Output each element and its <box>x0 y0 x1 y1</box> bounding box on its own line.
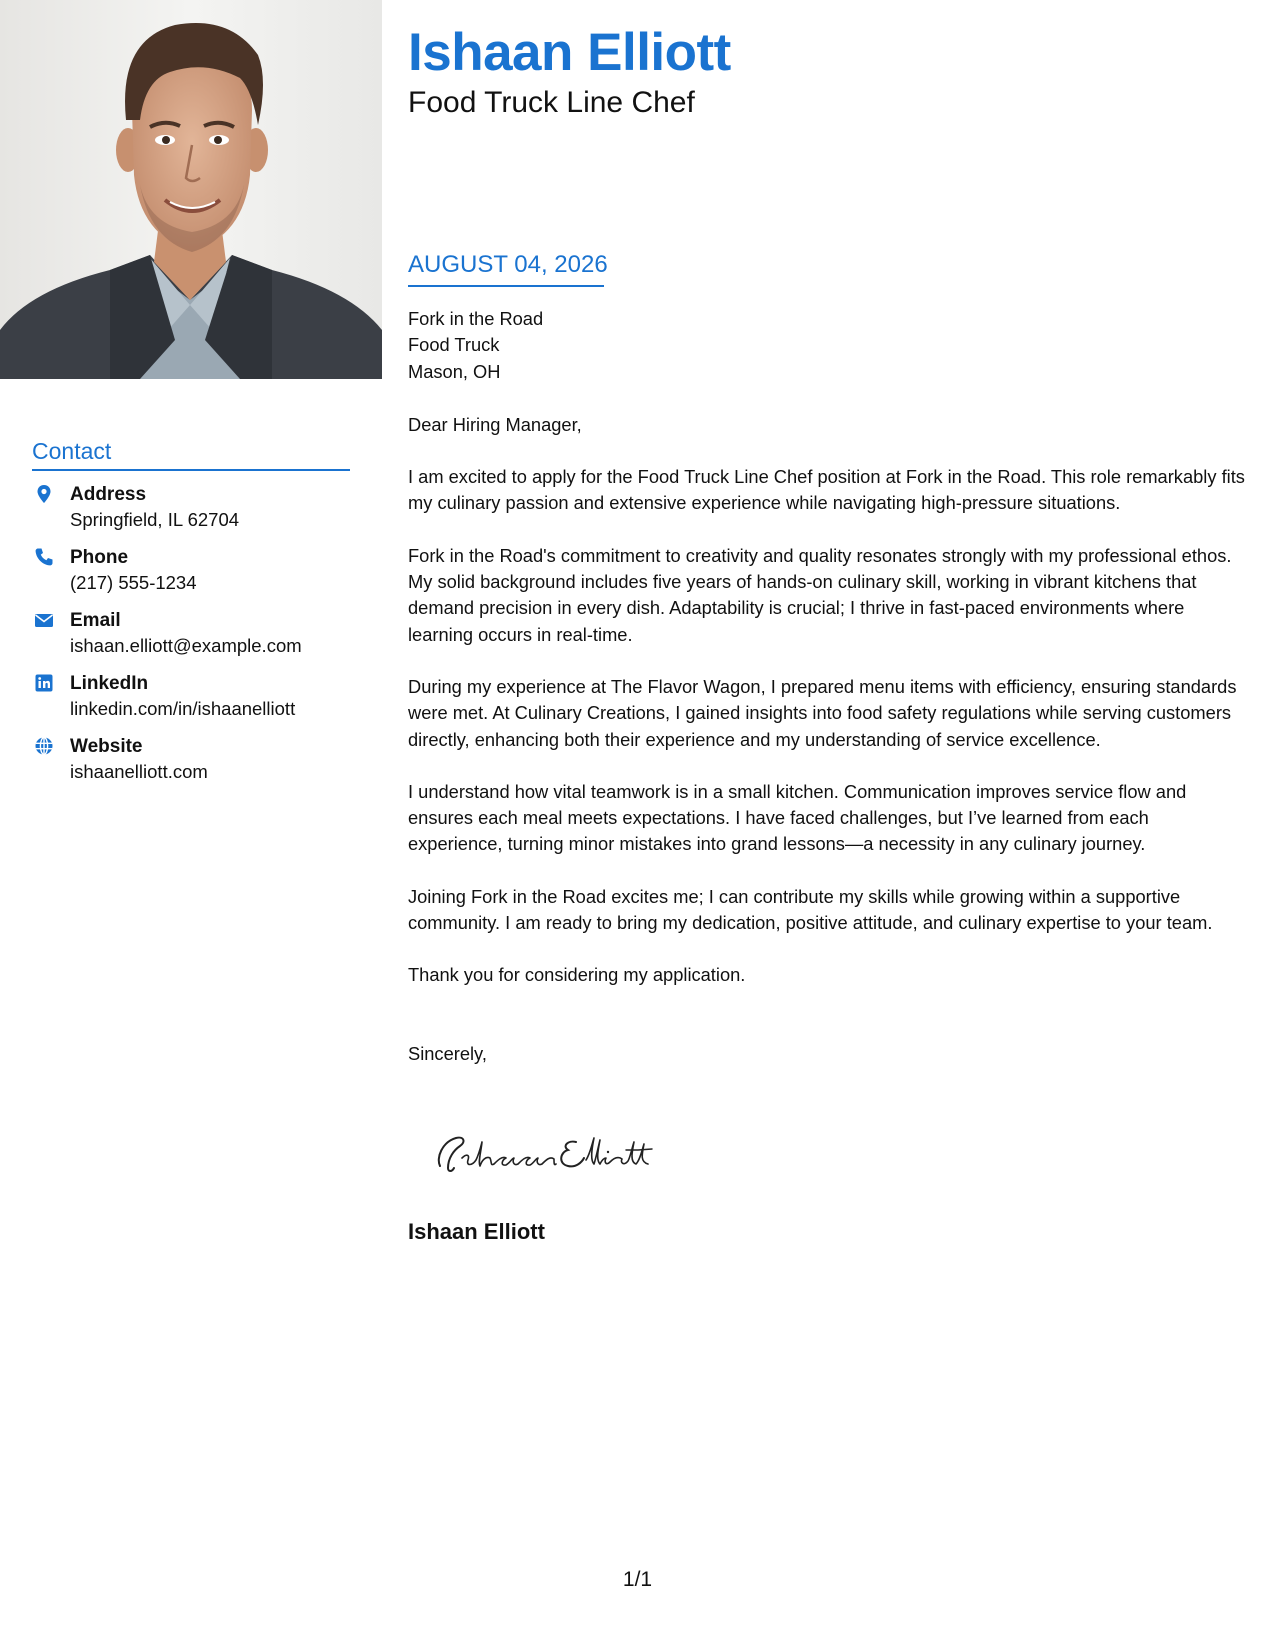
contact-item-linkedin <box>32 672 362 735</box>
globe-icon <box>34 736 54 756</box>
contact-value[interactable]: ishaan.elliott@example.com <box>70 635 302 656</box>
recipient-line: Food Truck <box>408 334 500 356</box>
signer-name: Ishaan Elliott <box>408 1219 545 1244</box>
contact-item-phone <box>32 546 362 609</box>
contact-label: LinkedIn <box>70 673 149 694</box>
contact-value: (217) 555-1234 <box>70 572 197 593</box>
applicant-title: Food Truck Line Chef <box>408 86 695 119</box>
salutation: Dear Hiring Manager, <box>408 413 582 435</box>
letter-paragraph: I am excited to apply for the Food Truck Line Chef position at Fork in the Road. This role remarkably fits my culinary passion and extensive experience while navigating high-pressure situations. <box>408 466 1245 514</box>
letter-paragraph: I understand how vital teamwork is in a small kitchen. Communication improves service flow and ensures each meal meets expectations. I have faced challenges, but I’ve learned from each experience, turning minor mistakes into grand lessons—a necessity in any culinary journey. <box>408 780 1187 855</box>
closing: Sincerely, <box>408 1042 487 1064</box>
letter-paragraph: During my experience at The Flavor Wagon, I prepared menu items with efficiency, ensuring standards were met. At Culinary Creations, I gained insights into food safety regulations while serving customers directly, enhancing both their experience and my understanding of service excellence. <box>408 675 1237 750</box>
contact-label: Phone <box>70 547 129 568</box>
contact-divider <box>32 469 350 471</box>
contact-value[interactable]: ishaanelliott.com <box>70 761 208 782</box>
letter-paragraph: Fork in the Road's commitment to creativity and quality resonates strongly with my professional ethos. My solid background includes five years of hands-on culinary skill, working in vibrant kitchens that demand precision in every dish. Adaptability is crucial; I thrive in fast-paced environments where learning occurs in real-time. <box>408 544 1232 645</box>
contact-label: Address <box>70 484 147 505</box>
portrait-illustration <box>0 0 382 379</box>
contact-item-website <box>32 735 362 798</box>
contact-value: Springfield, IL 62704 <box>70 509 240 530</box>
recipient-block <box>408 306 1248 385</box>
contact-value[interactable]: linkedin.com/in/ishaanelliott <box>70 698 296 719</box>
letter-date: AUGUST 04, 2026 <box>408 251 608 278</box>
phone-icon <box>34 547 54 567</box>
contact-label: Email <box>70 610 121 631</box>
handwritten-signature <box>426 1128 666 1178</box>
recipient-line: Fork in the Road <box>408 308 544 329</box>
letter-body <box>408 306 1248 1067</box>
contact-item-address <box>32 483 362 546</box>
recipient-line: Mason, OH <box>408 360 501 382</box>
contact-heading: Contact <box>32 438 112 464</box>
letter-paragraph: Joining Fork in the Road excites me; I can contribute my skills while growing within a supportive community. I am ready to bring my dedication, positive attitude, and culinary expertise to your team. <box>408 885 1213 934</box>
date-divider <box>408 285 604 287</box>
envelope-icon <box>34 610 54 630</box>
contact-label: Website <box>70 736 143 757</box>
page-number: 1/1 <box>622 1568 653 1591</box>
thank-you-line: Thank you for considering my application. <box>408 964 746 986</box>
applicant-name: Ishaan Elliott <box>408 23 731 82</box>
profile-photo <box>0 0 382 379</box>
contact-list <box>32 483 362 798</box>
map-pin-icon <box>34 484 54 504</box>
linkedin-icon <box>34 673 54 693</box>
contact-item-email <box>32 609 362 672</box>
